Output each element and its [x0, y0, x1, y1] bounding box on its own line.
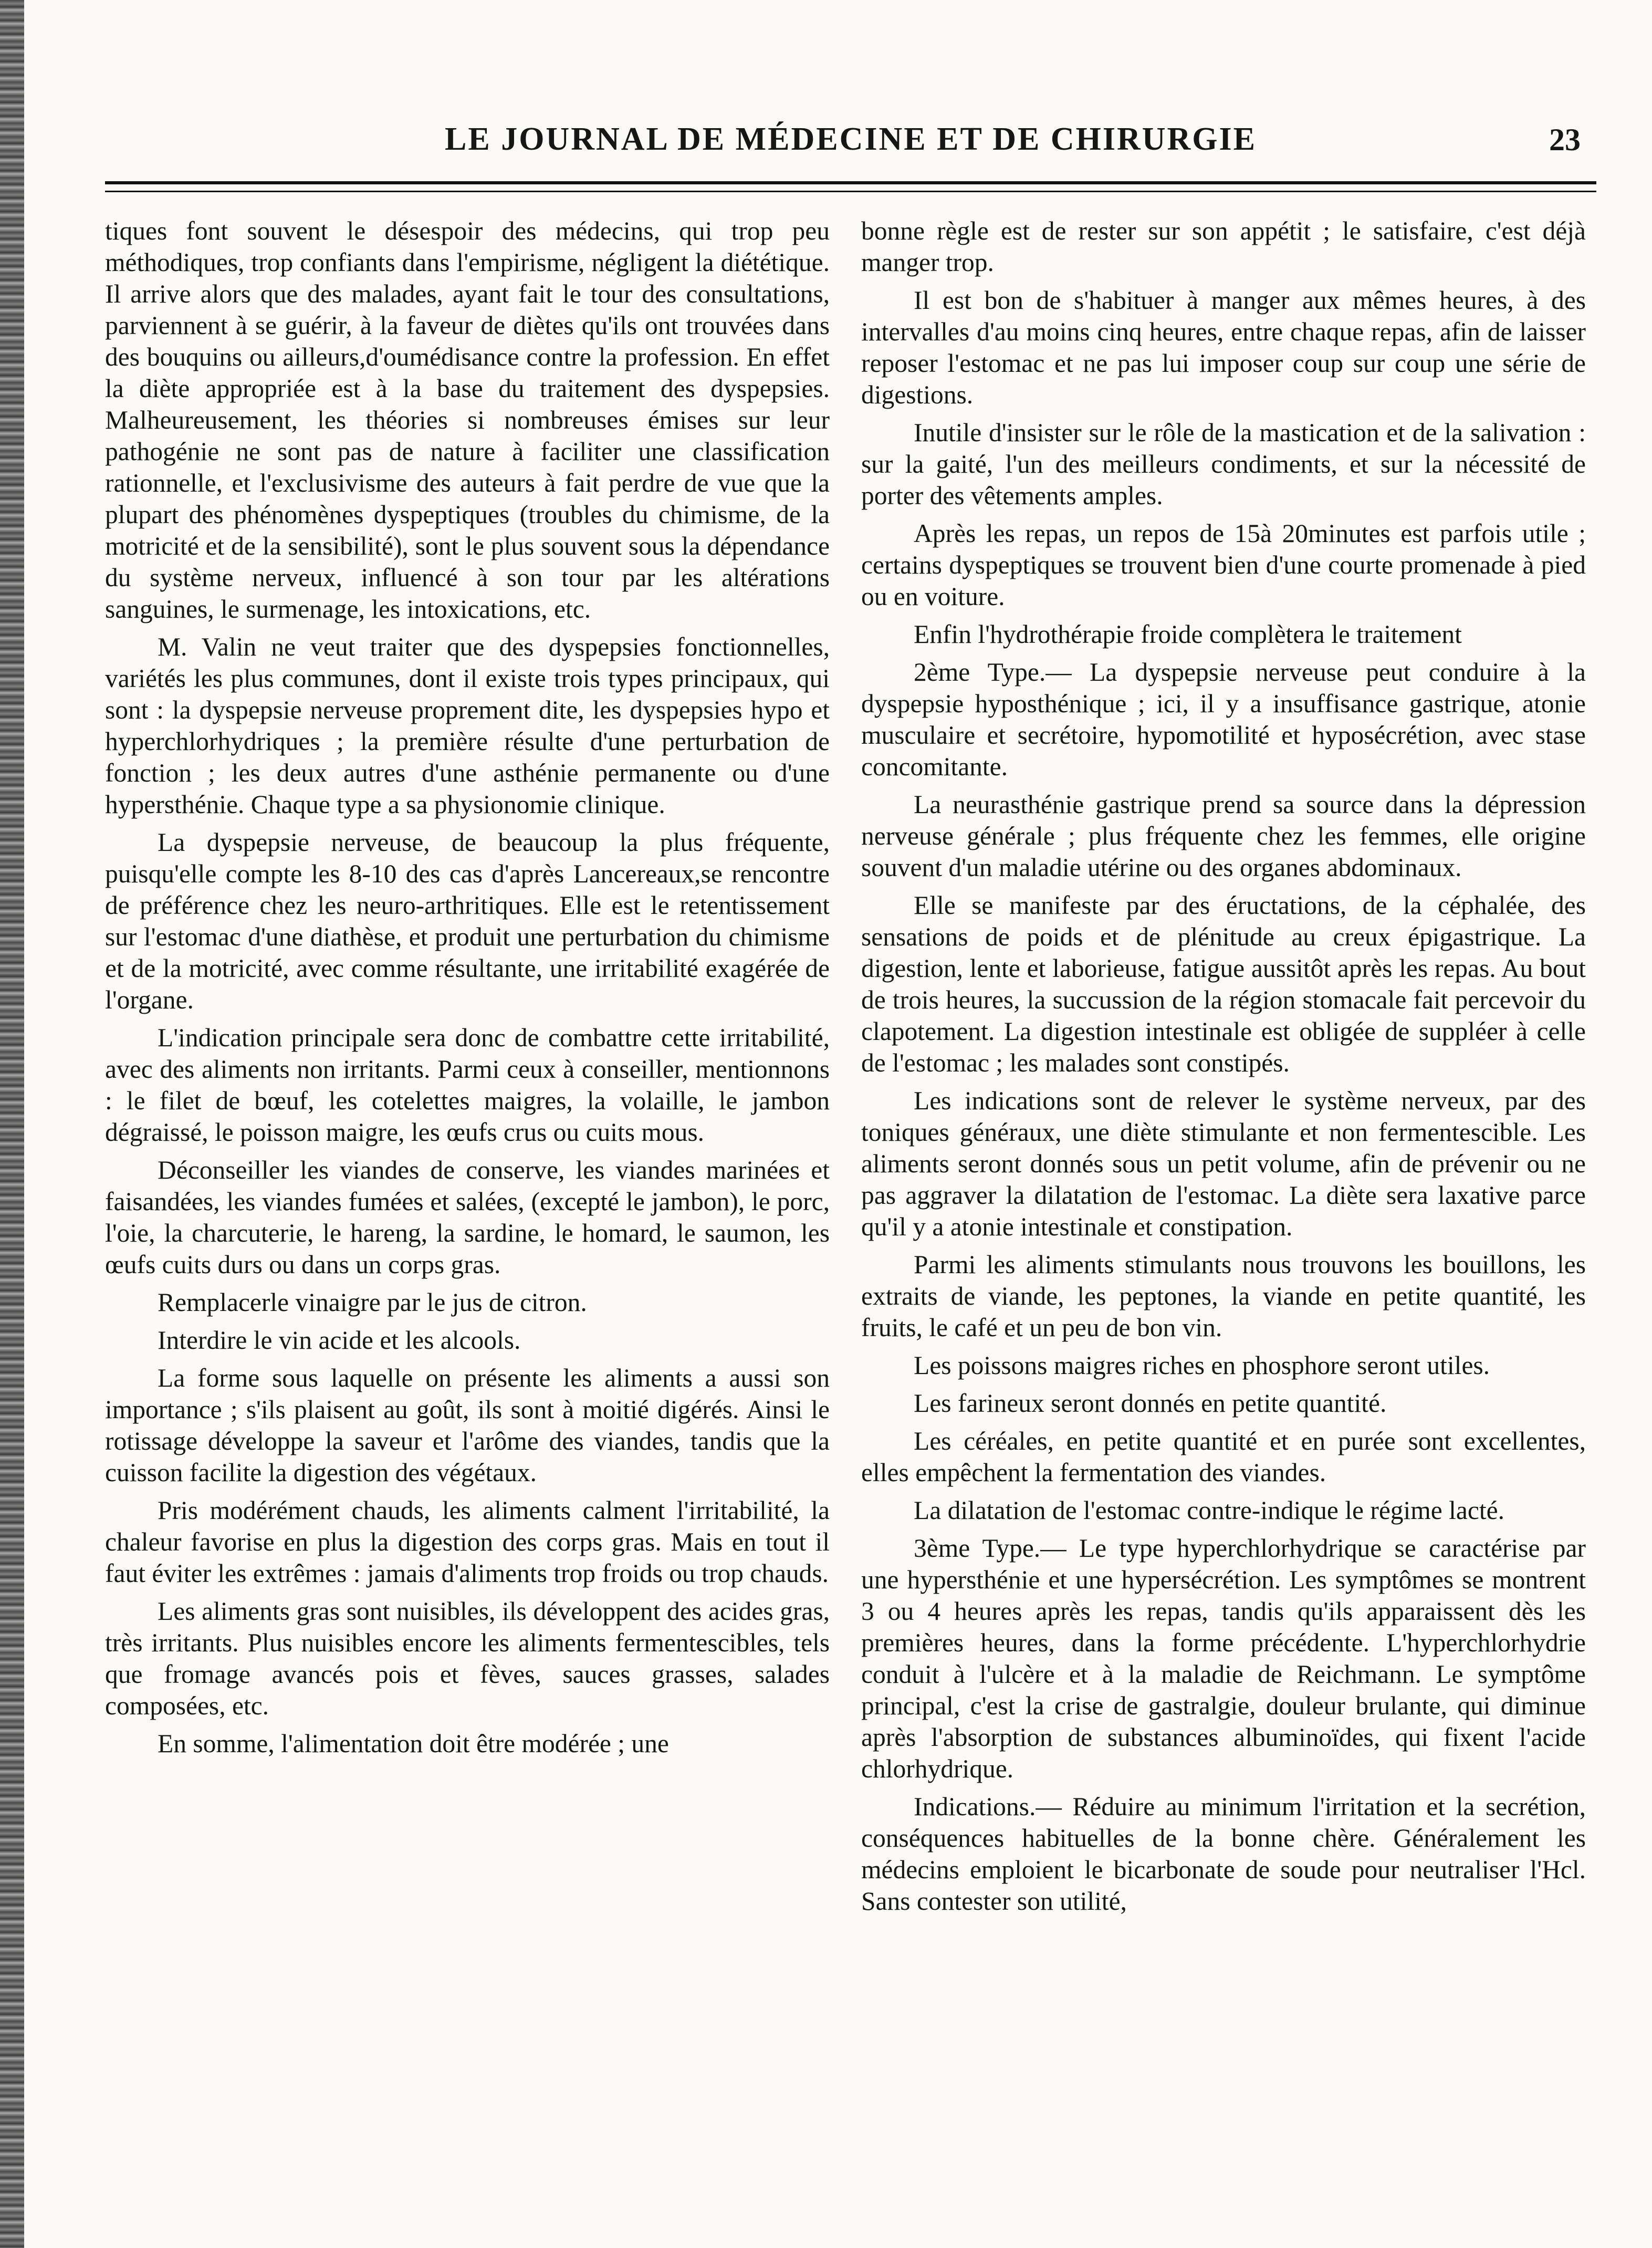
paragraph: Enfin l'hydrothérapie froide complètera le traitement — [914, 620, 1462, 649]
paragraph: 2ème Type.— La dyspepsie nerveuse peut conduire à la dyspepsie hyposthénique ; ici, il y a insuffisance gastrique, atonie musculaire et secrétoire, hypomotilité et hyposécrétion, avec stase concomitante. — [861, 658, 1586, 781]
paragraph: Les indications sont de relever le système nerveux, par des toniques généraux, une diète stimulante et non fermentescible. Les aliments seront donnés sous un petit volume, afin de prévenir ou ne pas aggraver la dilatation de l'estomac. La diète sera laxative parce qu'il y a atonie intestinale et constipation. — [861, 1086, 1586, 1241]
paragraph: Inutile d'insister sur le rôle de la mastication et de la salivation : sur la gaité, l'un des meilleurs condiments, et sur la nécessité de porter des vêtements amples. — [861, 418, 1586, 510]
paragraph: L'indication principale sera donc de combattre cette irritabilité, avec des aliments non irritants. Parmi ceux à conseiller, mentionnons : le filet de bœuf, les cotelettes maigres, la volaille, le jambon dégraissé, le poisson maigre, les œufs crus ou cuits mous. — [105, 1023, 830, 1147]
paragraph: 3ème Type.— Le type hyperchlorhydrique se caractérise par une hypersthénie et une hypersécrétion. Les symptômes se montrent 3 ou 4 heures après les repas, tandis qu'ils apparaissent dès les premières heures, dans la forme précédente. L'hyperchlorhydrie conduit à l'ulcère et à la maladie de Reichmann. Le symptôme principal, c'est la crise de gastralgie, douleur brulante, qui diminue après l'absorption de substances albuminoïdes, qui fixent l'acide chlorhydrique. — [861, 1534, 1586, 1783]
paragraph: Pris modérément chauds, les aliments calment l'irritabilité, la chaleur favorise en plus la digestion des corps gras. Mais en tout il faut éviter les extrêmes : jamais d'aliments trop froids ou trop chauds. — [105, 1496, 830, 1588]
paragraph: En somme, l'alimentation doit être modérée ; une — [158, 1729, 669, 1758]
paragraph: Déconseiller les viandes de conserve, les viandes marinées et faisandées, les viandes fumées et salées, (excepté le jambon), le porc, l'oie, la charcuterie, le hareng, la sardine, le homard, le saumon, les œufs cuits durs ou dans un corps gras. — [105, 1156, 830, 1279]
right-column — [861, 215, 1586, 1923]
left-column — [105, 215, 830, 1766]
paragraph: La forme sous laquelle on présente les aliments a aussi son importance ; s'ils plaisent au goût, ils sont à moitié digérés. Ainsi le rotissage développe la saveur et l'arôme des viandes, tandis que la cuisson facilite la digestion des végétaux. — [105, 1364, 830, 1487]
paragraph: Elle se manifeste par des éructations, de la céphalée, des sensations de poids et de plénitude au creux épigastrique. La digestion, lente et laborieuse, fatigue aussitôt après les repas. Au bout de trois heures, la succussion de la région stomacale fait percevoir du clapotement. La digestion intestinale est obligée de suppléer à celle de l'estomac ; les malades sont constipés. — [861, 891, 1586, 1077]
paragraph: Les poissons maigres riches en phosphore seront utiles. — [914, 1351, 1490, 1380]
paragraph: bonne règle est de rester sur son appétit ; le satisfaire, c'est déjà manger trop. — [861, 216, 1586, 277]
running-title: LE JOURNAL DE MÉDECINE ET DE CHIRURGIE — [445, 121, 1257, 157]
paragraph: Il est bon de s'habituer à manger aux mêmes heures, à des intervalles d'au moins cinq heures, entre chaque repas, afin de laisser reposer l'estomac et ne pas lui imposer coup sur coup une série de digestions. — [861, 286, 1586, 409]
paragraph: tiques font souvent le désespoir des médecins, qui trop peu méthodiques, trop confiants dans l'empirisme, négligent la diététique. Il arrive alors que des malades, ayant fait le tour des consultations, parviennent à se guérir, à la faveur de diètes qu'ils ont trouvées dans des bouquins ou ailleurs,d'oumédisance contre la profession. En effet la diète appropriée est à la base du traitement des dyspepsies. Malheureusement, les théories si nombreuses émises sur leur pathogénie ne sont pas de nature à faciliter une classification rationnelle, et l'exclusivisme des auteurs à fait perdre de vue que la plupart des phénomènes dyspeptiques (troubles du chimisme, de la motricité et de la sensibilité), sont le plus souvent sous la dépendance du système nerveux, influencé à son tour par les altérations sanguines, le surmenage, les intoxications, etc. — [105, 216, 830, 623]
header-rule-thick — [105, 181, 1596, 184]
page-number: 23 — [1549, 122, 1581, 157]
page-header — [105, 116, 1596, 168]
paragraph: Indications.— Réduire au minimum l'irritation et la secrétion, conséquences habituelles de la bonne chère. Généralement les médecins emploient le bicarbonate de soude pour neutraliser l'Hcl. Sans contester son utilité, — [861, 1792, 1586, 1916]
paragraph: La neurasthénie gastrique prend sa source dans la dépression nerveuse générale ; plus fréquente chez les femmes, elle origine souvent d'un maladie utérine ou des organes abdominaux. — [861, 790, 1586, 882]
paragraph: Les aliments gras sont nuisibles, ils développent des acides gras, très irritants. Plus nuisibles encore les aliments fermentescibles, tels que fromage avancés pois et fèves, sauces grasses, salades composées, etc. — [105, 1597, 830, 1720]
paragraph: Remplacerle vinaigre par le jus de citron. — [158, 1288, 587, 1317]
header-rule-thin — [105, 191, 1596, 192]
paragraph: La dilatation de l'estomac contre-indique le régime lacté. — [914, 1496, 1504, 1525]
paragraph: Interdire le vin acide et les alcools. — [158, 1326, 521, 1355]
scan-binding-edge — [0, 0, 24, 2248]
paragraph: M. Valin ne veut traiter que des dyspepsies fonctionnelles, variétés les plus communes, dont il existe trois types principaux, qui sont : la dyspepsie nerveuse proprement dite, les dyspepsies hypo et hyperchlorhydriques ; la première résulte d'une perturbation de fonction ; les deux autres d'une asthénie permanente ou d'une hypersthénie. Chaque type a sa physionomie clinique. — [105, 632, 830, 819]
paragraph: La dyspepsie nerveuse, de beaucoup la plus fréquente, puisqu'elle compte les 8-10 des cas d'après Lancereaux,se rencontre de préférence chez les neuro-arthritiques. Elle est le retentissement sur l'estomac d'une diathèse, et produit une perturbation du chimisme et de la motricité, avec comme résultante, une irritabilité exagérée de l'organe. — [105, 828, 830, 1014]
paragraph: Les farineux seront donnés en petite quantité. — [914, 1389, 1387, 1418]
paragraph: Parmi les aliments stimulants nous trouvons les bouillons, les extraits de viande, les peptones, la viande en petite quantité, les fruits, le café et un peu de bon vin. — [861, 1250, 1586, 1342]
paragraph: Les céréales, en petite quantité et en purée sont excellentes, elles empêchent la fermentation des viandes. — [861, 1427, 1586, 1487]
paragraph: Après les repas, un repos de 15à 20minutes est parfois utile ; certains dyspeptiques se trouvent bien d'une courte promenade à pied ou en voiture. — [861, 519, 1586, 611]
